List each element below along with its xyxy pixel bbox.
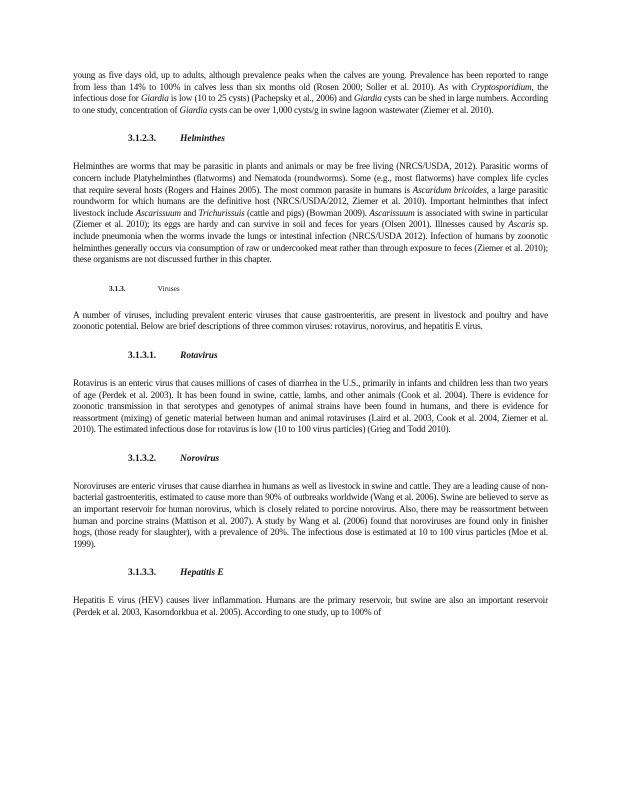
text-run: Hepatitis E virus (HEV) causes liver inflammation. Humans are the primary reservoir, but swine are also an important reservoir (Perdek et al. 2003, Kasorndorkbua et al. 2005). According to one study, up to 100% of bbox=[73, 595, 548, 618]
paragraph-hepatitis-e bbox=[73, 595, 548, 618]
text-run: is associated with swine in particular (Ziemer et al. 2010); its eggs are hardy and can survive in soil and feces for years (Olsen 2001). Illnesses caused by bbox=[73, 207, 549, 230]
species-name: Giardia bbox=[140, 93, 169, 104]
section-heading-viruses bbox=[73, 284, 548, 293]
section-heading-helminthes bbox=[73, 134, 548, 144]
species-name: Cryptosporidium bbox=[471, 81, 532, 92]
section-title: Norovirus bbox=[180, 453, 220, 464]
text-run: cysts can be over 1,000 cysts/g in swine lagoon wastewater (Ziemer et al. 2010). bbox=[207, 104, 494, 115]
text-run: Rotavirus is an enteric virus that causes millions of cases of diarrhea in the U.S., primarily in infants and children less than two years of age (Perdek et al. 2003). It has been found in swine, cattle, lambs, and other animals (Cook et al. 2004). There is evidence for zoonotic transmission in that serotypes and genotypes of animal strains have been found in humans, and there is evidence for reassortment (mixing) of genetic material between human and animal rotaviruses (Laird et al. 2003, Cook et al. 2004, Ziemer et al. 2010). The estimated infectious dose for rotavirus is low (10 to 100 virus particles) (Grieg and Todd 2010). bbox=[73, 377, 548, 435]
species-name: Ascarissuum bbox=[135, 207, 181, 218]
section-number: 3.1.3.2. bbox=[128, 453, 157, 464]
species-name: Trichurissuis bbox=[198, 207, 245, 218]
paragraph-giardia bbox=[73, 70, 548, 116]
text-run: A number of viruses, including prevalent enteric viruses that cause gastroenteritis, are present in livestock and poultry and have zoonotic potential. Below are brief descriptions of three common viruses: rotavirus, norovirus, and hepatitis E virus. bbox=[73, 309, 548, 332]
section-heading-hepatitis-e bbox=[73, 568, 548, 578]
section-title: Viruses bbox=[157, 283, 180, 293]
section-title: Rotavirus bbox=[180, 350, 218, 361]
paragraph-norovirus bbox=[73, 481, 548, 551]
text-run: (cattle and pigs) (Bowman 2009). bbox=[244, 207, 370, 218]
text-run: young as five days old, up to adults, although prevalence peaks when the calves are young. Prevalence has been reported to range from less than 14% to 100% in calves less than six months old (Rosen 2000; Soller et al. 2010). As with bbox=[73, 70, 548, 92]
paragraph-helminthes bbox=[73, 161, 548, 265]
section-heading-norovirus bbox=[73, 454, 548, 464]
text-run: sp. include pneumonia when the worms invade the lungs or intestinal infection (NRCS/USDA 2012). Infection of humans by zoonotic helminthes generally occurs via consumption of raw or undercooked meat rather than through exposure to feces (Ziemer et al. 2010); these organisms are not discussed further in this chapter. bbox=[73, 219, 548, 265]
species-name: Giardia bbox=[179, 104, 208, 115]
text-run: Noroviruses are enteric viruses that cause diarrhea in humans as well as livestock in swine and cattle. They are a leading cause of non-bacterial gastroenteritis, estimated to cause more than 90% of outbreaks worldwide (Wang et al. 2006). Swine are believed to serve as an important reservoir for human norovirus, which is closely related to porcine norovirus. Also, there may be reassortment between human and porcine strains (Mattison et al. 2007). A study by Wang et al. (2006) found that noroviruses are found only in finisher hogs, (those ready for slaughter), with a prevalence of 20%. The infectious dose is estimated at 10 to 100 virus particles (Moe et al. 1999). bbox=[73, 480, 548, 549]
section-number: 3.1.3.1. bbox=[128, 350, 157, 361]
section-number: 3.1.3.3. bbox=[128, 568, 157, 579]
species-name: Giardia bbox=[353, 93, 382, 104]
text-run: Helminthes are worms that may be parasitic in plants and animals or may be free living (NRCS/USDA, 2012). Parasitic worms of concern include Platyhelminthes (flatworms) and Nematoda (roundworms). Some (e.g., most flatworms) have complex life cycles that require several hosts (Rogers and Haines 2005). The most common parasite in humans is bbox=[73, 161, 548, 195]
document-page bbox=[73, 70, 548, 619]
species-name: Ascarissuum bbox=[369, 207, 415, 218]
section-title: Helminthes bbox=[180, 134, 225, 145]
section-number: 3.1.3. bbox=[109, 283, 126, 293]
species-name: Ascaridum bricoides bbox=[412, 184, 487, 195]
text-run: , the infectious dose for bbox=[73, 81, 548, 104]
section-number: 3.1.2.3. bbox=[128, 134, 157, 145]
text-run: cysts can be shed in large numbers. According to one study, concentration of bbox=[73, 93, 548, 115]
section-heading-rotavirus bbox=[73, 351, 548, 361]
text-run: is low (10 to 25 cysts) (Pachepsky et al., 2006) and bbox=[168, 93, 354, 104]
text-run: , a large parasitic roundworm for which humans are the definitive host (NRCS/USDA/2012, Ziemer et al. 2010). Important helminthes that infect livestock include bbox=[73, 184, 548, 218]
paragraph-rotavirus bbox=[73, 378, 548, 436]
species-name: Ascaris bbox=[508, 219, 535, 230]
paragraph-viruses bbox=[73, 310, 548, 333]
text-run: and bbox=[180, 207, 199, 218]
section-title: Hepatitis E bbox=[180, 568, 224, 579]
